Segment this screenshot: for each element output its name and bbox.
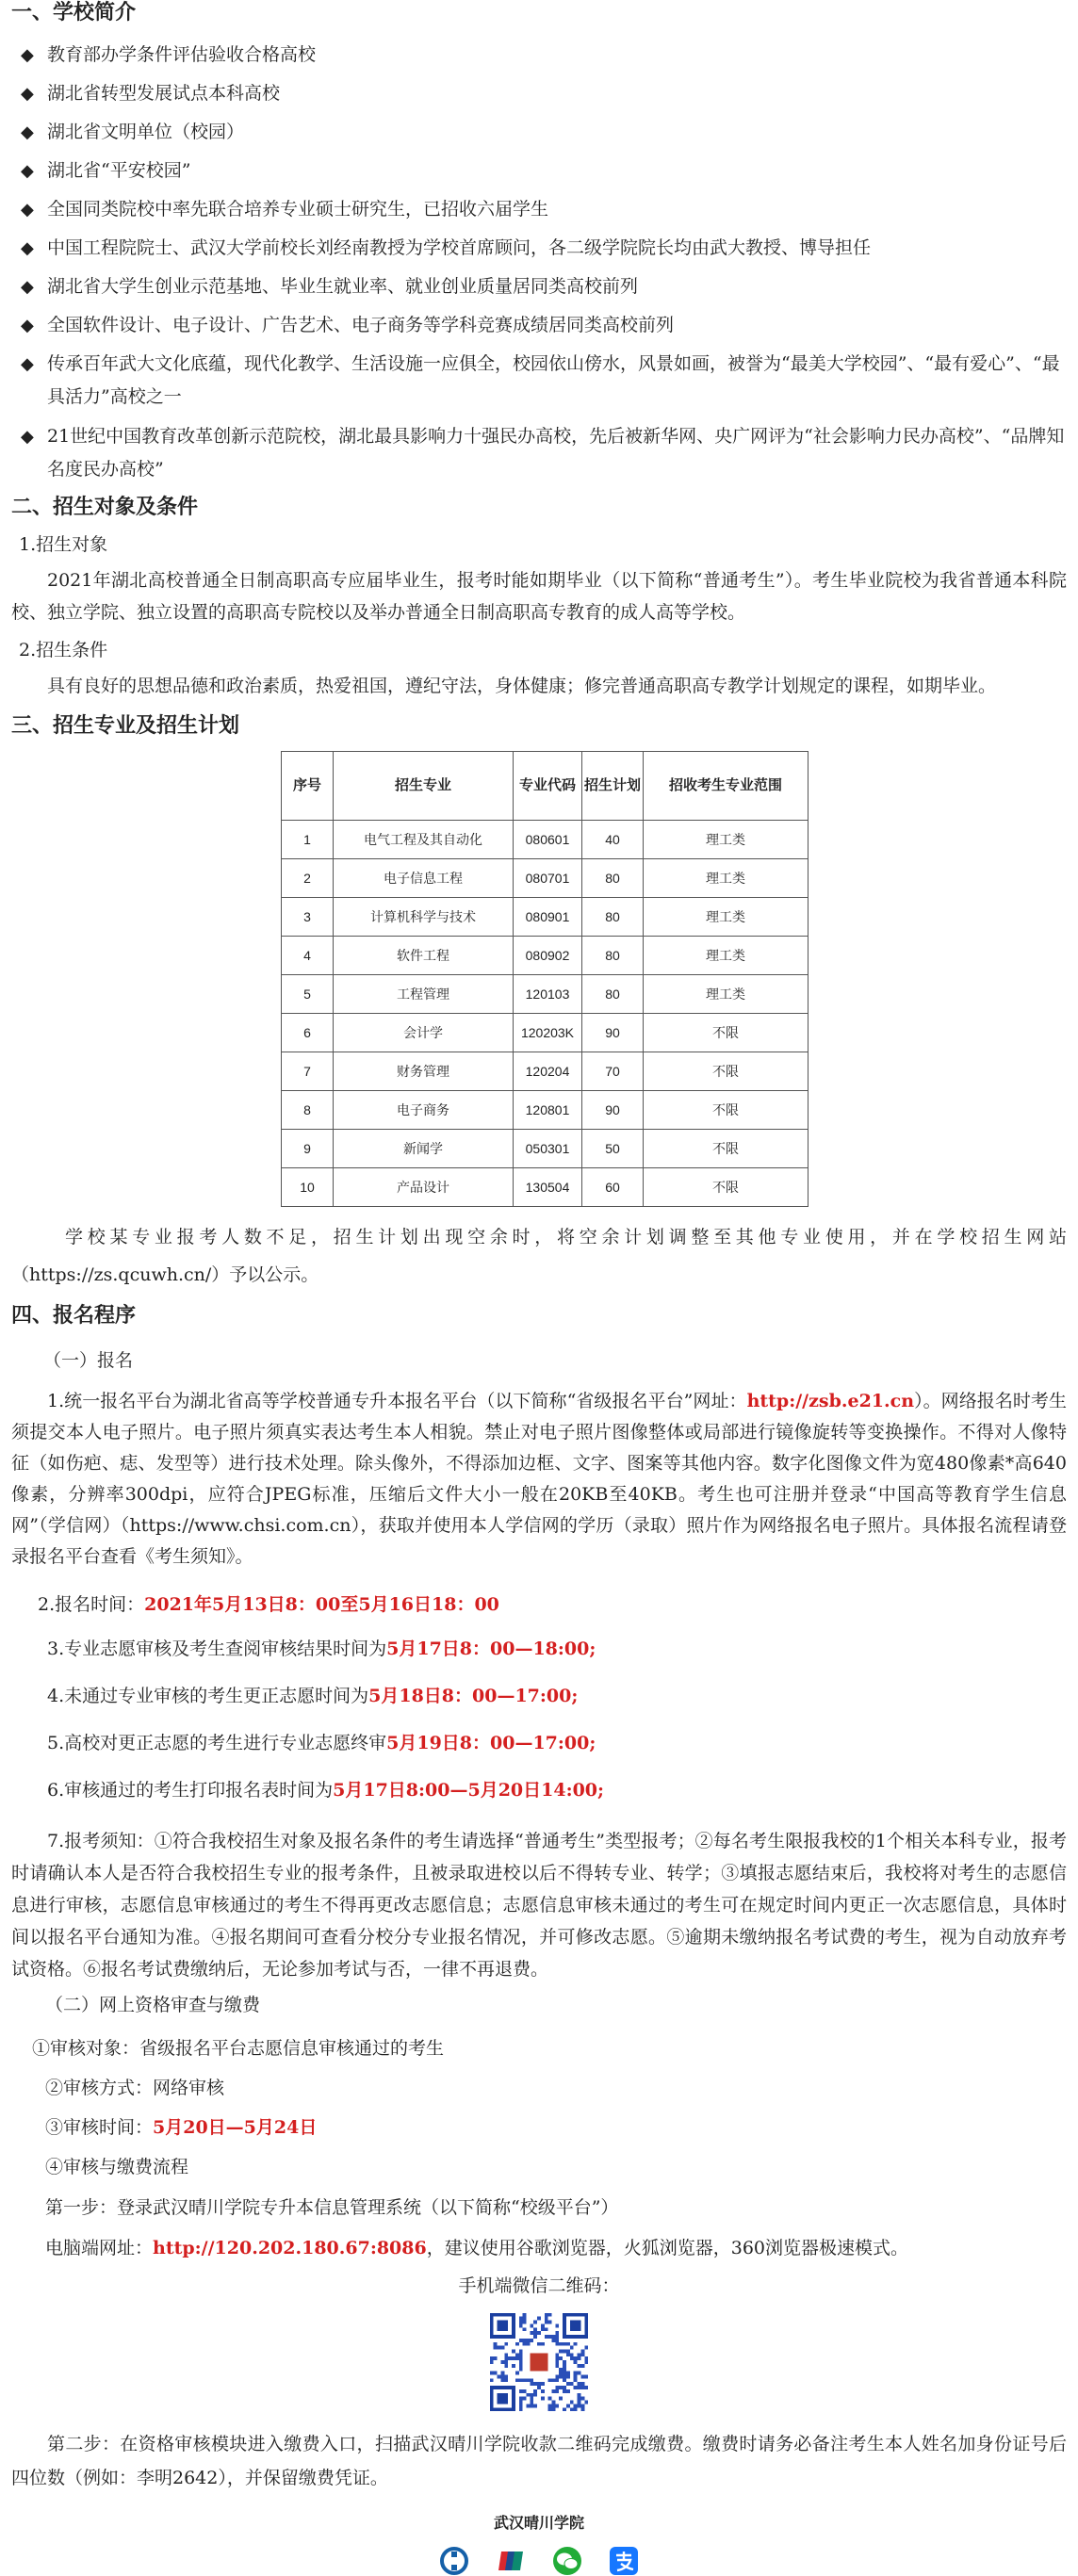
table-cell: 120801 <box>514 1091 582 1130</box>
section-heading-intro: 一、学校简介 <box>11 1 137 24</box>
table-row <box>282 898 808 937</box>
table-row <box>282 859 808 898</box>
diamond-icon: ◆ <box>21 277 34 297</box>
intro-bullet: ◆ 21世纪中国教育改革创新示范院校，湖北最具影响力十强民办高校，先后被新华网、央广网评为“社会影响力民办高校”、“品牌知名度民办高校” <box>11 420 1067 485</box>
table-cell: 电子信息工程 <box>334 859 514 898</box>
diamond-icon: ◆ <box>21 427 34 447</box>
item-4: 4.未通过专业审核的考生更正志愿时间为5月18日8：00—17:00; <box>47 1686 579 1706</box>
table-cell: 不限 <box>644 1168 808 1207</box>
table-cell: 90 <box>582 1014 644 1052</box>
table-row <box>282 821 808 859</box>
table-cell: 理工类 <box>644 975 808 1014</box>
table-cell: 理工类 <box>644 898 808 937</box>
diamond-icon: ◆ <box>21 200 34 220</box>
table-cell: 80 <box>582 937 644 975</box>
table-cell: 7 <box>282 1052 334 1091</box>
diamond-icon: ◆ <box>21 45 34 65</box>
table-cell: 1 <box>282 821 334 859</box>
table-body <box>282 821 808 1207</box>
review-process: ④审核与缴费流程 <box>45 2157 189 2177</box>
plan-note: 学校某专业报考人数不足，招生计划出现空余时，将空余计划调整至其他专业使用，并在学校招生网站（https://zs.qcuwh.cn/）予以公示。 <box>11 1227 1067 1285</box>
table-cell: 新闻学 <box>334 1130 514 1168</box>
table-cell: 电气工程及其自动化 <box>334 821 514 859</box>
diamond-icon: ◆ <box>21 84 34 104</box>
alipay-icon <box>609 2546 639 2576</box>
review-method: ②审核方式：网络审核 <box>45 2078 225 2098</box>
table-cell: 120204 <box>514 1052 582 1091</box>
wechat-qr-code-icon[interactable] <box>486 2309 592 2415</box>
review-target: ①审核对象：省级报名平台志愿信息审核通过的考生 <box>32 2038 445 2059</box>
table-cell: 80 <box>582 898 644 937</box>
table-header: 招生计划 <box>582 752 644 821</box>
diamond-icon: ◆ <box>21 354 34 374</box>
table-cell: 130504 <box>514 1168 582 1207</box>
table-cell: 不限 <box>644 1091 808 1130</box>
intro-bullet: ◆ 教育部办学条件评估验收合格高校 <box>11 36 1067 74</box>
table-cell: 120203K <box>514 1014 582 1052</box>
unionpay-icon <box>496 2546 526 2576</box>
table-row <box>282 1052 808 1091</box>
intro-bullet: ◆ 湖北省“平安校园” <box>11 152 1067 190</box>
table-cell: 工程管理 <box>334 975 514 1014</box>
intro-bullet: ◆ 中国工程院院士、武汉大学前校长刘经南教授为学校首席顾问，各二级学院院长均由武大教授、博导担任 <box>11 229 1067 268</box>
table-cell: 6 <box>282 1014 334 1052</box>
table-cell: 40 <box>582 821 644 859</box>
sub-heading: 1.招生对象 <box>19 534 108 555</box>
qr-code-wrapper <box>11 2309 1067 2420</box>
table-cell: 计算机科学与技术 <box>334 898 514 937</box>
item-3: 3.专业志愿审核及考生查阅审核结果时间为5月17日8：00—18:00; <box>47 1639 596 1659</box>
table-cell: 会计学 <box>334 1014 514 1052</box>
table-cell: 软件工程 <box>334 937 514 975</box>
table-cell: 不限 <box>644 1052 808 1091</box>
pc-url-link[interactable]: http://120.202.180.67:8086 <box>153 2238 427 2258</box>
platform-link[interactable]: http://zsb.e21.cn <box>746 1391 915 1411</box>
table-cell: 120103 <box>514 975 582 1014</box>
sub-heading: （一）报名 <box>43 1350 134 1371</box>
table-row <box>282 975 808 1014</box>
table-cell: 4 <box>282 937 334 975</box>
table-row <box>282 1168 808 1207</box>
table-row <box>282 1014 808 1052</box>
section-heading-procedure: 四、报名程序 <box>11 1304 137 1328</box>
paragraph: 具有良好的思想品德和政治素质，热爱祖国，遵纪守法，身体健康；修完普通高职高专教学计划规定的课程，如期毕业。 <box>47 676 997 696</box>
diamond-icon: ◆ <box>21 161 34 181</box>
table-cell: 产品设计 <box>334 1168 514 1207</box>
table-cell: 不限 <box>644 1014 808 1052</box>
item-2: 2.报名时间：2021年5月13日8：00至5月16日18：00 <box>38 1594 499 1615</box>
table-cell: 80 <box>582 859 644 898</box>
table-cell: 2 <box>282 859 334 898</box>
table-cell: 080701 <box>514 859 582 898</box>
table-cell: 5 <box>282 975 334 1014</box>
item-7: 7.报考须知：①符合我校招生对象及报名条件的考生请选择“普通考生”类型报考；②每名考生限报我校的1个相关本科专业，报考时请确认本人是否符合我校招生专业的报考条件，且被录取进校以后不得转专业、转学；③填报志愿结束后，我校将对考生的志愿信息进行审核，志愿信息审核通过的考生不得再更改志愿信息；志愿信息审核未通过的考生可在规定时间内更正一次志愿信息，具体时间以报名平台通知为准。④报名期间可查看分校分专业报名情况，并可修改志愿。⑤逾期未缴纳报名考试费的考生，视为自动放弃考试资格。⑥报名考试费缴纳后，无论参加考试与否，一律不再退费。 <box>11 1831 1067 1980</box>
table-cell: 电子商务 <box>334 1091 514 1130</box>
item-5: 5.高校对更正志愿的考生进行专业志愿终审5月19日8：00—17:00; <box>47 1733 596 1753</box>
payment-methods <box>11 2546 1067 2576</box>
step-1: 第一步：登录武汉晴川学院专升本信息管理系统（以下简称“校级平台”） <box>45 2197 619 2218</box>
table-header-row <box>282 752 808 821</box>
table-cell: 080901 <box>514 898 582 937</box>
intro-bullet: ◆ 传承百年武大文化底蕴，现代化教学、生活设施一应俱全，校园依山傍水，风景如画，被誉为“最美大学校园”、“最有爱心”、“最具活力”高校之一 <box>11 348 1067 413</box>
pc-url-line: 电脑端网址：http://120.202.180.67:8086，建议使用谷歌浏览器，火狐浏览器，360浏览器极速模式。 <box>45 2238 909 2258</box>
sub-heading: 2.招生条件 <box>19 640 108 660</box>
intro-bullet-list <box>11 36 1067 485</box>
table-cell: 理工类 <box>644 937 808 975</box>
paragraph-item-1: 1.统一报名平台为湖北省高等学校普通专升本报名平台（以下简称“省级报名平台”网址：http://zsb.e21.cn）。网络报名时考生须提交本人电子照片。电子照片须真实表达考生本人相貌。禁止对电子照片图像整体或局部进行镜像旋转等变换操作。不得对人像特征（如伤疤、痣、发型等）进行技术处理。除头像外，不得添加边框、文字、图案等其他内容。数字化图像文件为宽480像素*高640像素，分辨率300dpi，应符合JPEG标准，压缩后文件大小一般在20KB至40KB。考生也可注册并登录“中国高等教育学生信息网”（学信网）（https://www.chsi.com.cn），获取并使用本人学信网的学历（录取）照片作为网络报名电子照片。具体报名流程请登录报名平台查看《考生须知》。 <box>11 1391 1067 1567</box>
paragraph: 2021年湖北高校普通全日制高职高专应届毕业生，报考时能如期毕业（以下简称“普通考生”）。考生毕业院校为我省普通本科院校、独立学院、独立设置的高职高专院校以及举办普通全日制高职高专教育的成人高等学校。 <box>11 570 1067 623</box>
bank-logo-icon <box>439 2546 469 2576</box>
table-header: 招收考生专业范围 <box>644 752 808 821</box>
table-cell: 理工类 <box>644 821 808 859</box>
diamond-icon: ◆ <box>21 122 34 142</box>
table-cell: 50 <box>582 1130 644 1168</box>
wechat-pay-icon <box>552 2546 582 2576</box>
intro-bullet: ◆ 全国同类院校中率先联合培养专业硕士研究生，已招收六届学生 <box>11 190 1067 229</box>
table-cell: 理工类 <box>644 859 808 898</box>
table-cell: 财务管理 <box>334 1052 514 1091</box>
diamond-icon: ◆ <box>21 316 34 335</box>
table-row <box>282 1130 808 1168</box>
step-2: 第二步：在资格审核模块进入缴费入口，扫描武汉晴川学院收款二维码完成缴费。缴费时请务必备注考生本人姓名加身份证号后四位数（例如：李明2642），并保留缴费凭证。 <box>11 2434 1067 2488</box>
item-6: 6.审核通过的考生打印报名表时间为5月17日8:00—5月20日14:00; <box>47 1780 605 1801</box>
intro-bullet: ◆ 湖北省大学生创业示范基地、毕业生就业率、就业创业质量居同类高校前列 <box>11 268 1067 306</box>
intro-bullet: ◆ 湖北省转型发展试点本科高校 <box>11 74 1067 113</box>
table-cell: 080902 <box>514 937 582 975</box>
qr-label: 手机端微信二维码： <box>458 2275 620 2296</box>
table-header: 序号 <box>282 752 334 821</box>
table-row <box>282 1091 808 1130</box>
table-header: 招生专业 <box>334 752 514 821</box>
diamond-icon: ◆ <box>21 238 34 258</box>
table-cell: 不限 <box>644 1130 808 1168</box>
section-heading-plan: 三、招生专业及招生计划 <box>11 714 240 738</box>
sub-heading: （二）网上资格审查与缴费 <box>45 1995 261 2015</box>
table-row <box>282 937 808 975</box>
intro-bullet: ◆ 湖北省文明单位（校园） <box>11 113 1067 152</box>
table-cell: 80 <box>582 975 644 1014</box>
table-header: 专业代码 <box>514 752 582 821</box>
table-cell: 3 <box>282 898 334 937</box>
enrollment-plan-table <box>281 751 808 1207</box>
table-cell: 90 <box>582 1091 644 1130</box>
table-cell: 8 <box>282 1091 334 1130</box>
section-heading-targets: 二、招生对象及条件 <box>11 496 199 519</box>
table-cell: 60 <box>582 1168 644 1207</box>
table-cell: 70 <box>582 1052 644 1091</box>
table-cell: 080601 <box>514 821 582 859</box>
review-time: ③审核时间：5月20日—5月24日 <box>45 2117 318 2138</box>
table-cell: 10 <box>282 1168 334 1207</box>
intro-bullet: ◆ 全国软件设计、电子设计、广告艺术、电子商务等学科竞赛成绩居同类高校前列 <box>11 306 1067 345</box>
table-cell: 050301 <box>514 1130 582 1168</box>
school-name-footer: 武汉晴川学院 <box>493 2514 584 2532</box>
table-cell: 9 <box>282 1130 334 1168</box>
